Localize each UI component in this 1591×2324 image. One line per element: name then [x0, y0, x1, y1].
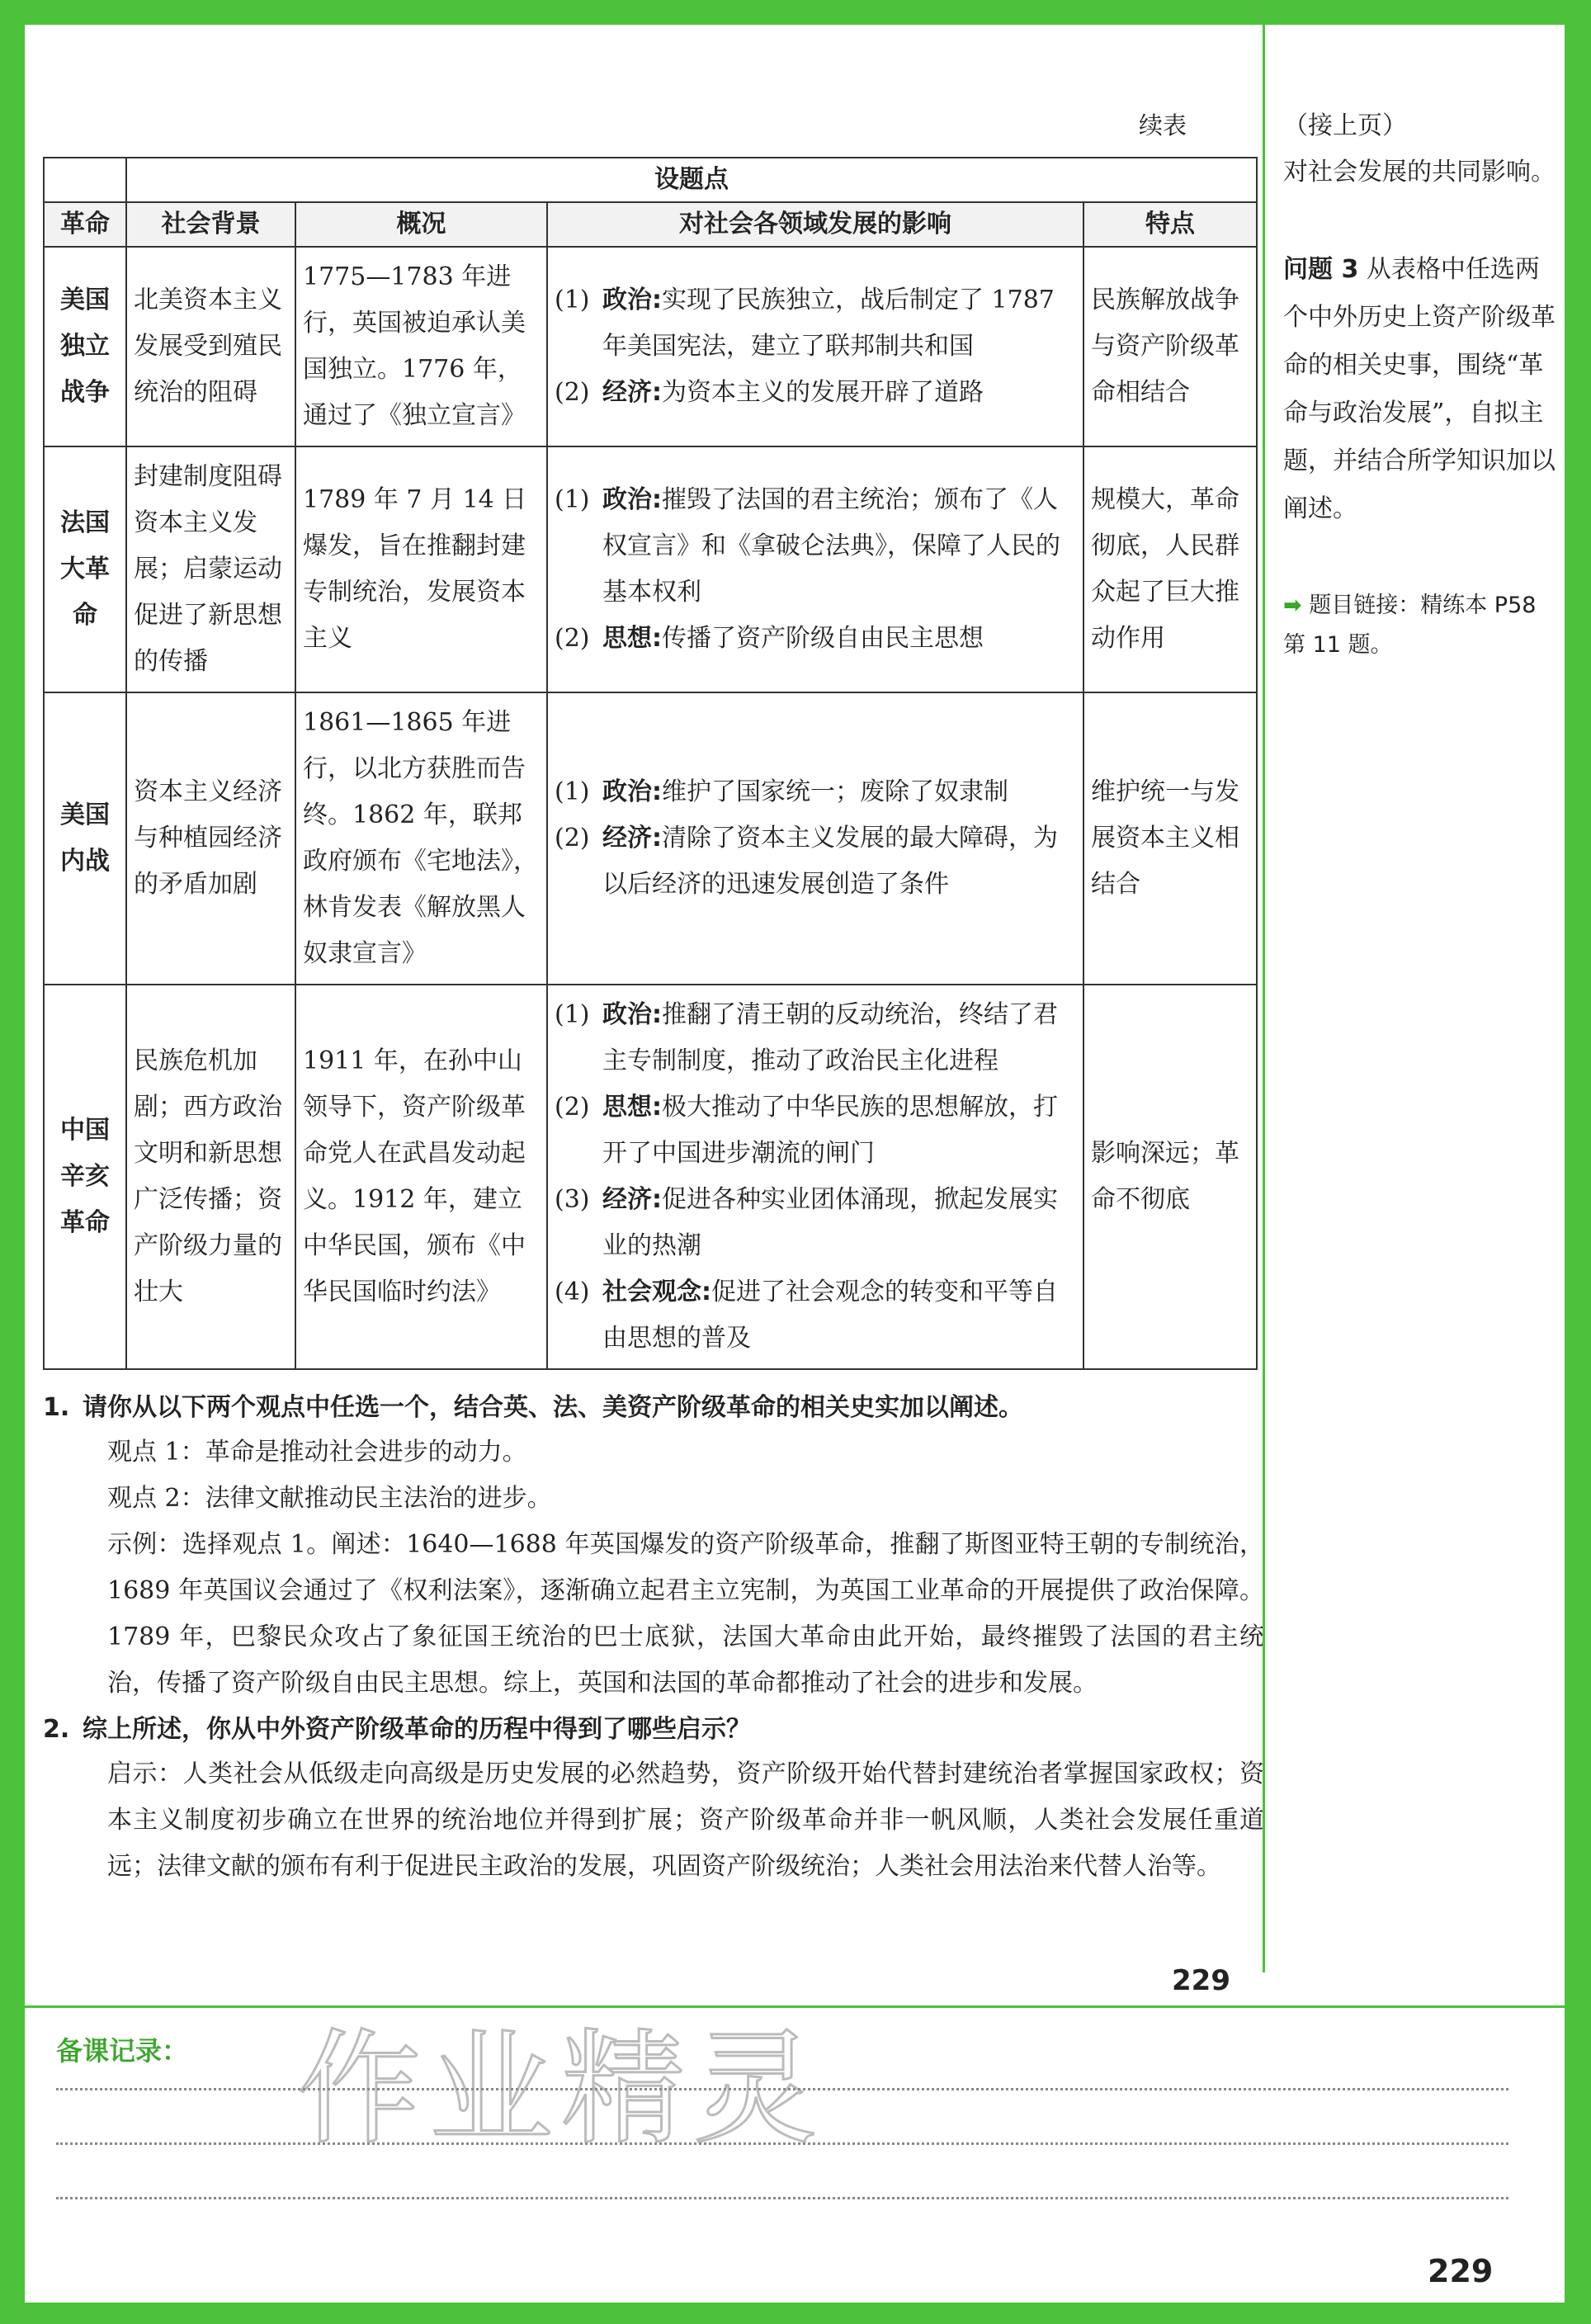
revolution-table [43, 157, 1258, 1370]
col-impact: 对社会各领域发展的影响 [547, 202, 1083, 247]
question-3-text: 从表格中任选两个中外历史上资产阶级革命的相关史事，围绕“革命与政治发展”，自拟主题，并结合所学知识加以阐述。 [1283, 255, 1556, 523]
cell-impact: (1) 政治:实现了民族独立，战后制定了 1787 年美国宪法，建立了联邦制共和国 (2) 经济:为资本主义的发展开辟了道路 [547, 247, 1083, 446]
question-link: ➡ 题目链接：精练本 P58 第 11 题。 [1283, 593, 1537, 658]
notes-label: 备课记录： [56, 2035, 189, 2067]
cell-overview: 1789 年 7 月 14 日爆发，旨在推翻封建专制统治，发展资本主义 [295, 446, 547, 692]
question-2-answer: 启示：人类社会从低级走向高级是历史发展的必然趋势，资产阶级开始代替封建统治者掌握国家政权；资本主义制度初步确立在世界的统治地位并得到扩展；资产阶级革命并非一帆风顺，人类社会发展任重道远；法律文献的颁布有利于促进民主政治的发展，巩固资产阶级统治；人类社会用法治来代替人治等。 [107, 1760, 1264, 1881]
table-row [44, 446, 1257, 692]
view-1: 观点 1：革命是推动社会进步的动力。 [107, 1438, 527, 1467]
page [25, 25, 1565, 2303]
cell-feature: 影响深远；革命不彻底 [1083, 985, 1257, 1369]
question-1-title: 请你从以下两个观点中任选一个，结合英、法、美资产阶级革命的相关史实加以阐述。 [83, 1393, 1023, 1422]
col-background: 社会背景 [126, 202, 295, 247]
cell-impact: (1) 政治:摧毁了法国的君主统治；颁布了《人权宣言》和《拿破仑法典》，保障了人民的基本权利 (2) 思想:传播了资产阶级自由民主思想 [547, 446, 1083, 692]
question-2-title: 综上所述，你从中外资产阶级革命的历程中得到了哪些启示？ [83, 1715, 751, 1744]
table-row [44, 247, 1257, 446]
table-row [44, 985, 1257, 1369]
watermark: 作业精灵 [297, 2018, 826, 2161]
sidebar-question-3 [1283, 246, 1556, 533]
table-row [44, 692, 1257, 985]
main-content [25, 25, 1264, 1997]
note-line [56, 2088, 1508, 2090]
topic-header: 设题点 [126, 158, 1257, 202]
cell-background: 民族危机加剧；西方政治文明和新思想广泛传播；资产阶级力量的壮大 [126, 985, 295, 1369]
arrow-right-icon: ➡ [1283, 593, 1302, 618]
col-overview: 概况 [295, 202, 547, 247]
sidebar-continued: （接上页） [1283, 111, 1407, 140]
example-answer: 示例：选择观点 1。阐述：1640—1688 年英国爆发的资产阶级革命，推翻了斯图亚特王朝的专制统治，1689 年英国议会通过了《权利法案》，逐渐确立起君主立宪制，为英国工业革命的开展提供了政治保障。1789 年，巴黎民众攻占了象征国王统治的巴士底狱，法国大革命由此开始，最终摧毁了法国的君主统治，传播了资产阶级自由民主思想。综上，英国和法国的革命都推动了社会的进步和发展。 [107, 1530, 1264, 1698]
question-2: 2. 综上所述，你从中外资产阶级革命的历程中得到了哪些启示？ 启示：人类社会从低级走向高级是历史发展的必然趋势，资产阶级开始代替封建统治者掌握国家政权；资本主义制度初步确立在世界的统治地位并得到扩展；资产阶级革命并非一帆风顺，人类社会发展任重道远；法律文献的颁布有利于促进民主政治的发展，巩固资产阶级统治；人类社会用法治来代替人治等。 [43, 1708, 1264, 1890]
cell-impact: (1) 政治:维护了国家统一；废除了奴隶制 (2) 经济:清除了资本主义发展的最大障碍，为以后经济的迅速发展创造了条件 [547, 692, 1083, 985]
column-headers [44, 202, 1257, 247]
view-2: 观点 2：法律文献推动民主法治的进步。 [107, 1484, 552, 1513]
cell-revolution: 美国内战 [44, 692, 126, 985]
page-number: 229 [1428, 2253, 1494, 2289]
sidebar [1263, 25, 1567, 1972]
cell-overview: 1861—1865 年进行，以北方获胜而告终。1862 年，联邦政府颁布《宅地法》，林肯发表《解放黑人奴隶宣言》 [295, 692, 547, 985]
cell-feature: 民族解放战争与资产阶级革命相结合 [1083, 247, 1257, 446]
cell-revolution: 美国独立战争 [44, 247, 126, 446]
cell-impact: (1) 政治:推翻了清王朝的反动统治，终结了君主专制制度，推动了政治民主化进程 (2) 思想:极大推动了中华民族的思想解放，打开了中国进步潮流的闸门 (3) 经济:促进各种实业团体涌现，掀起发展实业的热潮 (4) 社会观念:促进了社会观念的转变和平等自由思想的普及 [547, 985, 1083, 1369]
cell-feature: 维护统一与发展资本主义相结合 [1083, 692, 1257, 985]
note-line [56, 2142, 1508, 2145]
cell-background: 北美资本主义发展受到殖民统治的阻碍 [126, 247, 295, 446]
sidebar-text: 对社会发展的共同影响。 [1283, 158, 1556, 187]
question-3-label: 问题 3 [1283, 255, 1359, 284]
cell-revolution: 中国辛亥革命 [44, 985, 126, 1369]
question-1: 1. 请你从以下两个观点中任选一个，结合英、法、美资产阶级革命的相关史实加以阐述。 观点 1：革命是推动社会进步的动力。 观点 2：法律文献推动民主法治的进步。 示例：选择观点 1。阐述：1640—1688 年英国爆发的资产阶级革命，推翻了斯图亚特王朝的专制统治，1689 年英国议会通过了《权利法案》，逐渐确立起君主立宪制，为英国工业革命的开展提供了政治保障。1789 年，巴黎民众攻占了象征国王统治的巴士底狱，法国大革命由此开始，最终摧毁了法国的君主统治，传播了资产阶级自由民主思想。综上，英国和法国的革命都推动了社会的进步和发展。 [43, 1386, 1264, 1707]
cell-overview: 1775—1783 年进行，英国被迫承认美国独立。1776 年，通过了《独立宣言》 [295, 247, 547, 446]
page-number-inner: 229 [1172, 1964, 1230, 1997]
continued-label: 续表 [1139, 111, 1187, 139]
cell-background: 资本主义经济与种植园经济的矛盾加剧 [126, 692, 295, 985]
cell-background: 封建制度阻碍资本主义发展；启蒙运动促进了新思想的传播 [126, 446, 295, 692]
cell-revolution: 法国大革命 [44, 446, 126, 692]
cell-overview: 1911 年，在孙中山领导下，资产阶级革命党人在武昌发动起义。1912 年，建立中华民国，颁布《中华民国临时约法》 [295, 985, 547, 1369]
note-line [56, 2197, 1508, 2199]
col-feature: 特点 [1083, 202, 1257, 247]
col-revolution: 革命 [44, 202, 126, 247]
cell-feature: 规模大，革命彻底，人民群众起了巨大推动作用 [1083, 446, 1257, 692]
